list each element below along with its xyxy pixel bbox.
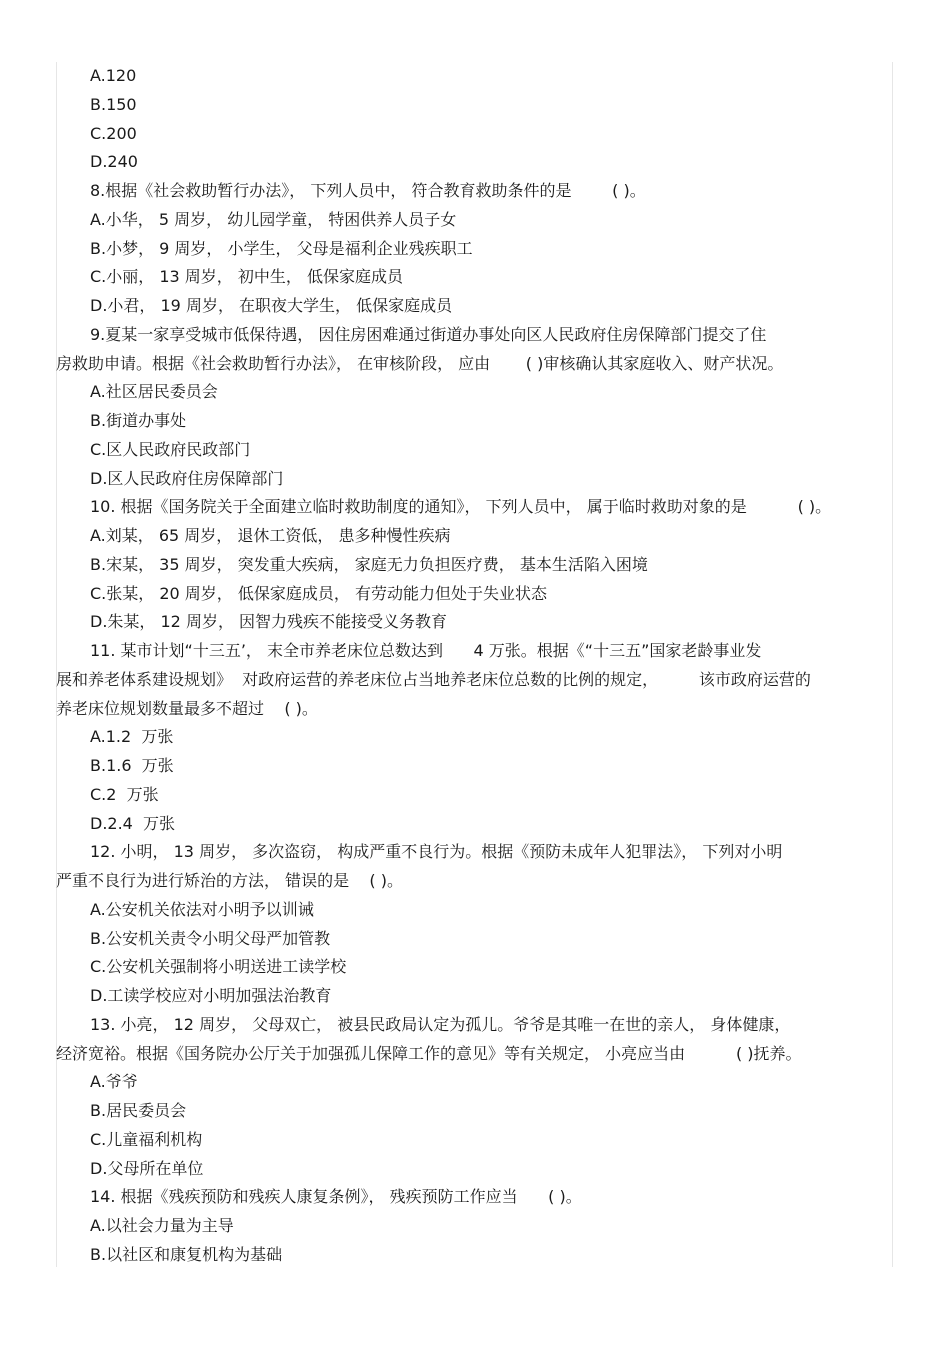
answer-option: A.小华， 5 周岁， 幼儿园学童， 特困供养人员子女 (90, 209, 457, 229)
question-stem-continued: 房救助申请。根据《社会救助暂行办法》， 在审核阶段， 应由 ( )审核确认其家庭收入、财产状况。 (56, 353, 784, 373)
question-stem: 12. 小明， 13 周岁， 多次盗窃， 构成严重不良行为。根据《预防未成年人犯罪法》， 下列对小明 (90, 842, 783, 862)
question-stem-continued: 经济宽裕。根据《国务院办公厅关于加强孤儿保障工作的意见》等有关规定， 小亮应当由 ( )抚养。 (56, 1043, 802, 1063)
answer-option: C.小丽， 13 周岁， 初中生， 低保家庭成员 (90, 267, 403, 287)
answer-option: B.公安机关责令小明父母严加管教 (90, 928, 331, 948)
question-stem-continued: 养老床位规划数量最多不超过 ( )。 (56, 698, 318, 718)
answer-option: B.街道办事处 (90, 411, 187, 430)
question-stem: 13. 小亮， 12 周岁， 父母双亡， 被县民政局认定为孤儿。爷爷是其唯一在世的亲人， 身体健康， (90, 1014, 791, 1034)
answer-option: D.朱某， 12 周岁， 因智力残疾不能接受义务教育 (90, 612, 448, 632)
answer-option: A.社区居民委员会 (90, 382, 218, 402)
answer-option: C.200 (90, 123, 137, 143)
answer-option: C.儿童福利机构 (90, 1129, 203, 1149)
answer-option: B.小梦， 9 周岁， 小学生， 父母是福利企业残疾职工 (90, 238, 473, 258)
answer-option: D.小君， 19 周岁， 在职夜大学生， 低保家庭成员 (90, 296, 453, 315)
answer-option: D.父母所在单位 (90, 1158, 204, 1178)
answer-option: B.宋某， 35 周岁， 突发重大疾病， 家庭无力负担医疗费， 基本生活陷入困境 (90, 554, 648, 574)
question-stem-continued: 展和养老体系建设规划》 对政府运营的养老床位占当地养老床位总数的比例的规定， 该市政府运营的 (56, 669, 811, 689)
question-stem: 14. 根据《残疾预防和残疾人康复条例》， 残疾预防工作应当 ( )。 (90, 1187, 582, 1207)
answer-option: D.240 (90, 152, 138, 172)
answer-option: D.区人民政府住房保障部门 (90, 468, 284, 488)
answer-option: A.公安机关依法对小明予以训诫 (90, 899, 314, 919)
answer-option: A.1.2 万张 (90, 727, 174, 747)
answer-option: A.爷爷 (90, 1072, 138, 1092)
answer-option: A.120 (90, 66, 137, 85)
answer-option: C.区人民政府民政部门 (90, 439, 251, 459)
answer-option: D.工读学校应对小明加强法治教育 (90, 986, 332, 1005)
question-stem: 10. 根据《国务院关于全面建立临时救助制度的通知》， 下列人员中， 属于临时救助对象的是 ( )。 (90, 497, 832, 517)
answer-option: B.居民委员会 (90, 1101, 187, 1120)
question-stem: 8.根据《社会救助暂行办法》， 下列人员中， 符合教育救助条件的是 ( )。 (90, 181, 646, 200)
answer-option: C.张某， 20 周岁， 低保家庭成员， 有劳动能力但处于失业状态 (90, 583, 547, 603)
answer-option: C.2 万张 (90, 784, 159, 804)
answer-option: B.以社区和康复机构为基础 (90, 1244, 283, 1264)
question-stem: 11. 某市计划“十三五’， 末全市养老床位总数达到 4 万张。根据《“十三五”国家老龄事业发 (90, 641, 762, 660)
answer-option: A.以社会力量为主导 (90, 1216, 234, 1235)
answer-option: C.公安机关强制将小明送进工读学校 (90, 957, 347, 977)
answer-option: B.150 (90, 94, 137, 114)
question-stem-continued: 严重不良行为进行矫治的方法， 错误的是 ( )。 (56, 871, 404, 890)
answer-option: A.刘某， 65 周岁， 退休工资低， 患多种慢性疾病 (90, 526, 451, 545)
answer-option: D.2.4 万张 (90, 813, 176, 833)
question-stem: 9.夏某一家享受城市低保待遇， 因住房困难通过街道办事处向区人民政府住房保障部门提交了住 (90, 324, 767, 344)
answer-option: B.1.6 万张 (90, 756, 174, 775)
question-text-block (0, 62, 950, 1270)
